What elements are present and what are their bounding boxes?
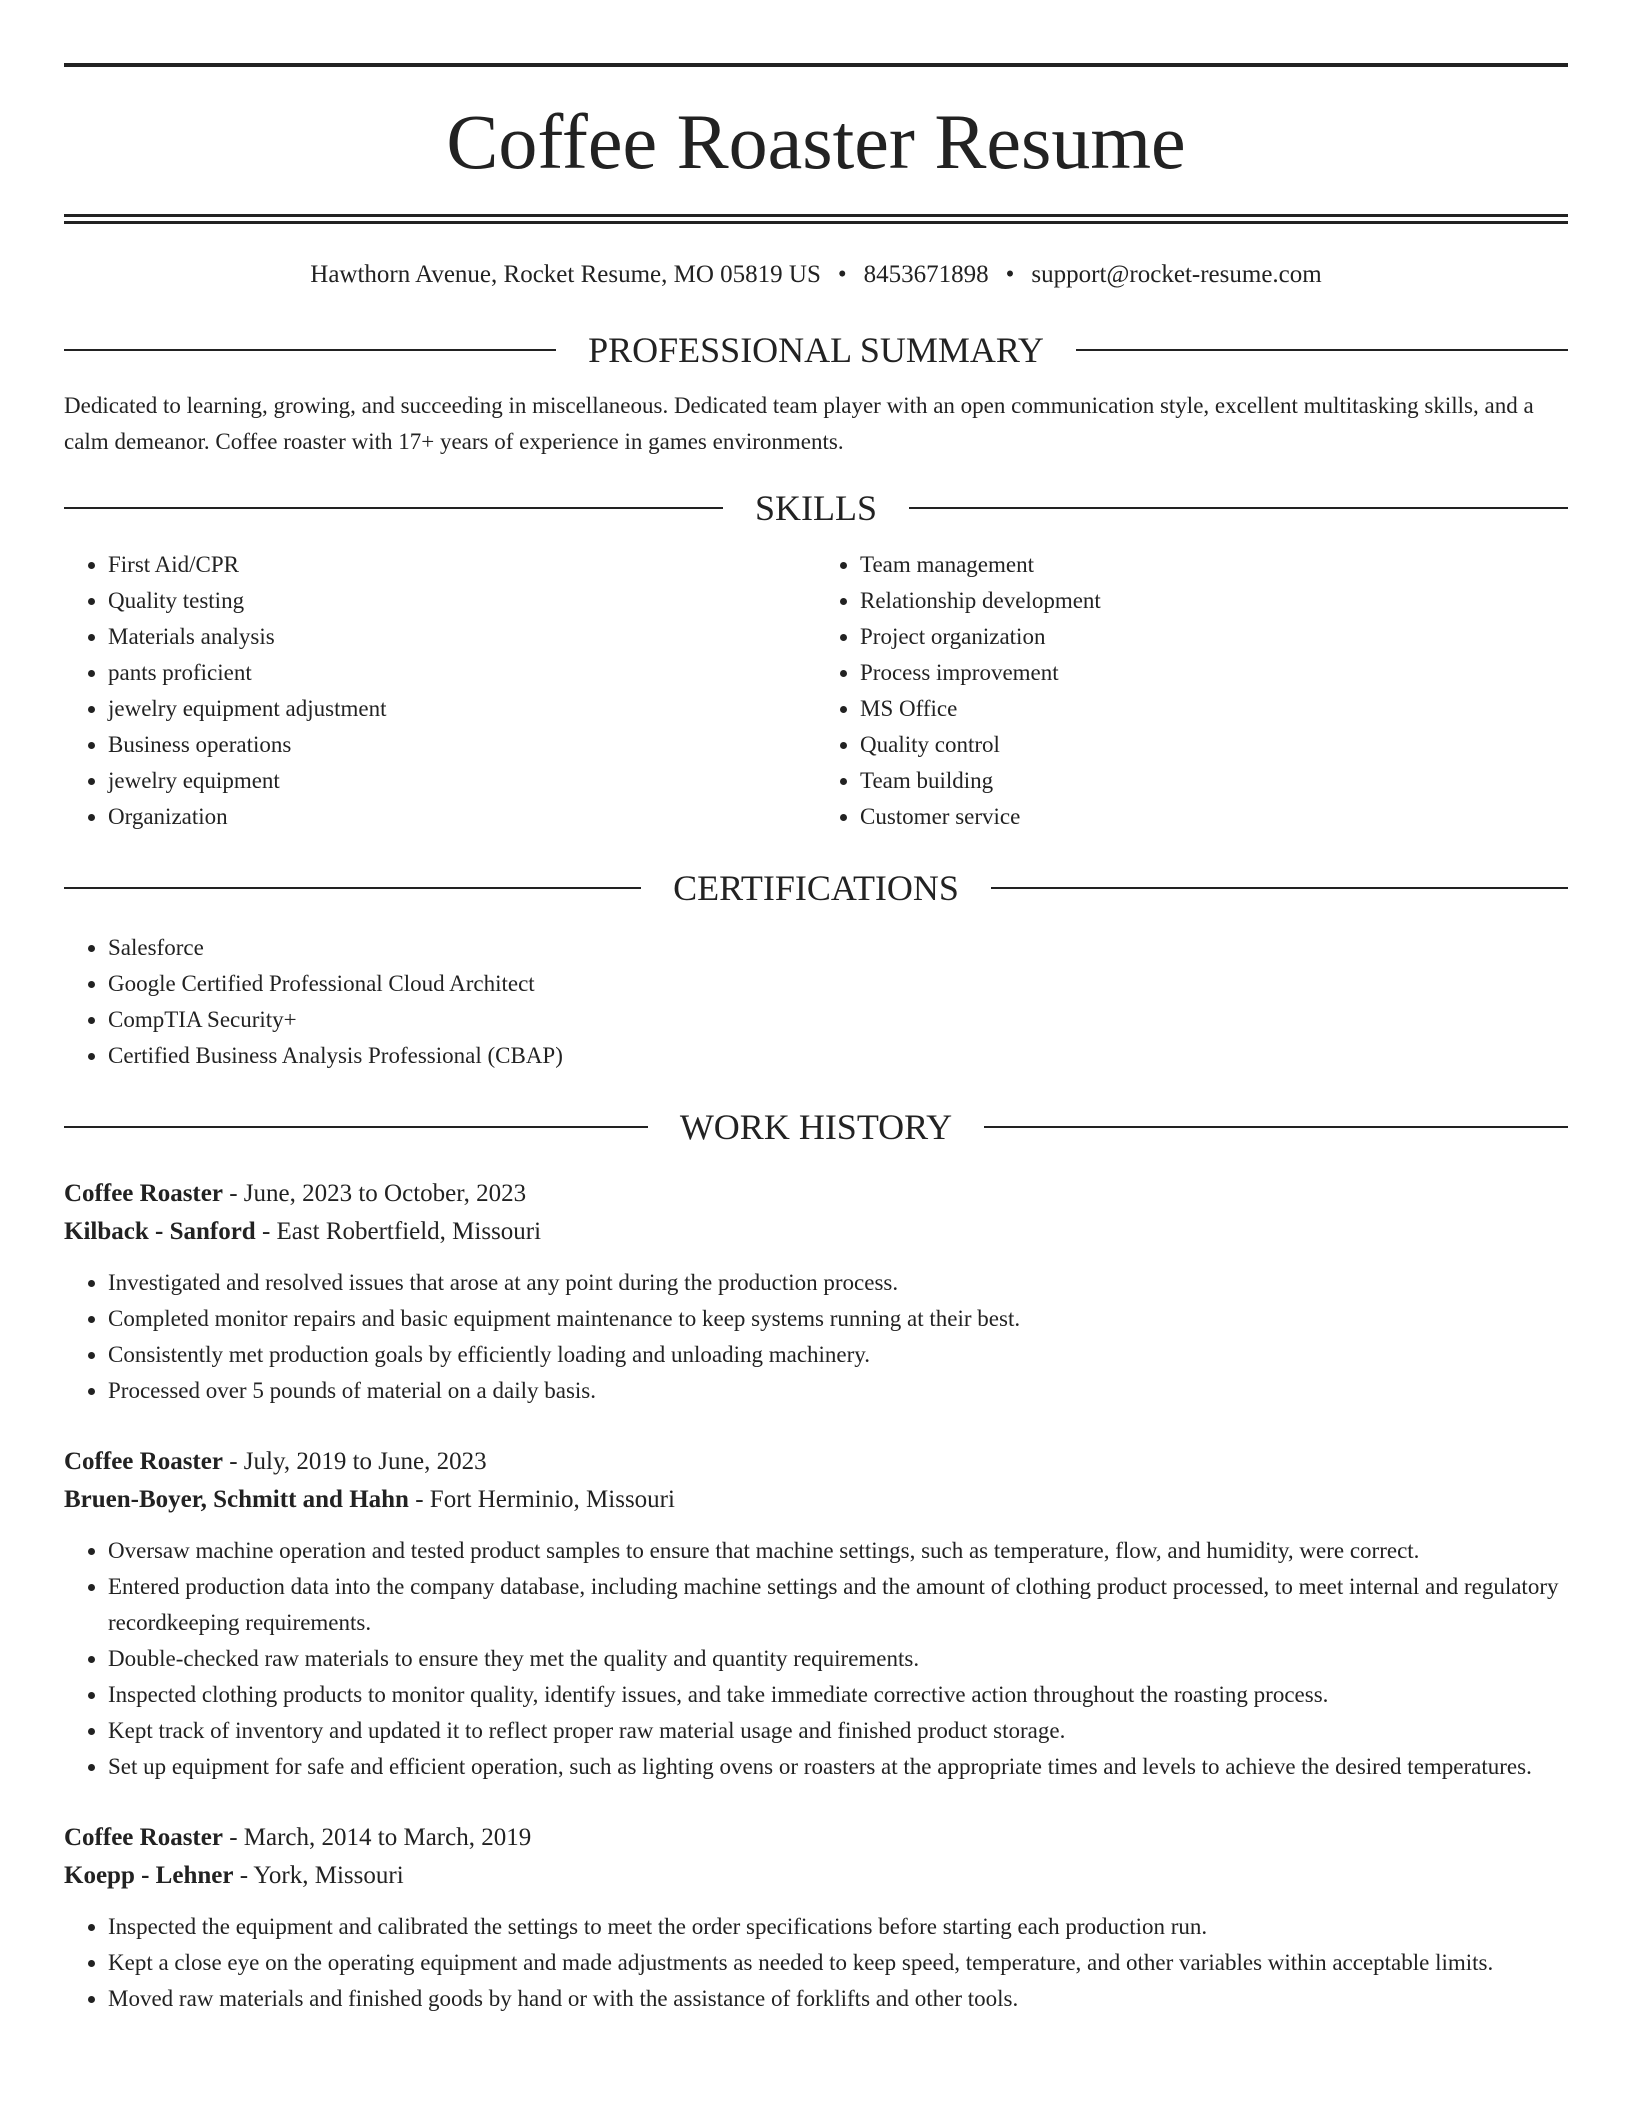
skill-item: • pants proficient [108,655,816,691]
job-dates: March, 2014 to March, 2019 [243,1824,532,1851]
header-rule [909,507,1568,509]
section-header-certifications [64,870,1568,906]
job-title-line [64,1443,1568,1481]
header-rule [64,507,723,509]
job-bullets [64,1909,1568,2017]
certification-item: • CompTIA Security+ [108,1002,1568,1038]
header-rule [984,1126,1568,1128]
section-header-skills [64,490,1568,526]
skills-columns [64,547,1568,835]
job-entry [64,1175,1568,1409]
contact-line [64,260,1568,290]
contact-email: support@rocket-resume.com [1031,261,1322,288]
header-rule [64,349,556,351]
job-bullet: • Processed over 5 pounds of material on a daily basis. [108,1373,1568,1409]
job-dates-separator: - [222,1824,244,1851]
skill-item: • Business operations [108,727,816,763]
skill-item: • Quality control [860,727,1568,763]
section-header-summary [64,332,1568,368]
header-rule [64,1126,648,1128]
job-title: Coffee Roaster [64,1824,223,1851]
skill-item: • Team building [860,763,1568,799]
job-bullet: • Completed monitor repairs and basic equipment maintenance to keep systems running at their best. [108,1301,1568,1337]
title-double-rule [64,214,1568,224]
job-company-line [64,1857,1568,1895]
section-title: WORK HISTORY [679,1107,953,1147]
skill-item: • MS Office [860,691,1568,727]
job-location-separator: - [255,1218,277,1245]
job-bullet: • Set up equipment for safe and efficient operation, such as lighting ovens or roasters at the appropriate times and levels to achieve the desired temperatures. [108,1749,1568,1785]
header-rule [64,887,641,889]
job-bullet: • Moved raw materials and finished goods by hand or with the assistance of forklifts and other tools. [108,1981,1568,2017]
job-company: Kilback - Sanford [64,1218,256,1245]
work-history-list [64,1175,1568,2017]
skill-item: • jewelry equipment adjustment [108,691,816,727]
job-bullet: • Investigated and resolved issues that arose at any point during the production process. [108,1265,1568,1301]
skill-item: • Process improvement [860,655,1568,691]
job-bullet: • Double-checked raw materials to ensure they met the quality and quantity requirements. [108,1641,1568,1677]
job-location: Fort Herminio, Missouri [429,1486,675,1513]
resume-title: Coffee Roaster Resume [446,98,1186,185]
job-bullets [64,1265,1568,1409]
job-title: Coffee Roaster [64,1180,223,1207]
job-company-line [64,1213,1568,1251]
job-bullet: • Inspected clothing products to monitor quality, identify issues, and take immediate corrective action throughout the roasting process. [108,1677,1568,1713]
job-dates-separator: - [222,1448,244,1475]
job-company: Bruen-Boyer, Schmitt and Hahn [64,1486,409,1513]
skill-item: • Relationship development [860,583,1568,619]
contact-separator: • [837,261,847,288]
skills-list-right [816,547,1568,835]
certifications-list [64,930,1568,1074]
job-location-separator: - [233,1862,254,1889]
skill-item: • Materials analysis [108,619,816,655]
skills-list-left [64,547,816,835]
skill-item: • Organization [108,799,816,835]
skill-item: • Team management [860,547,1568,583]
job-location: East Robertfield, Missouri [276,1218,542,1245]
job-bullet: • Inspected the equipment and calibrated the settings to meet the order specifications before starting each production run. [108,1909,1568,1945]
section-title: PROFESSIONAL SUMMARY [588,330,1044,370]
job-bullet: • Oversaw machine operation and tested product samples to ensure that machine settings, such as temperature, flow, and humidity, were correct. [108,1533,1568,1569]
job-bullet: • Entered production data into the company database, including machine settings and the amount of clothing product processed, to meet internal and regulatory recordkeeping requirements. [108,1569,1568,1641]
skill-item: • Project organization [860,619,1568,655]
skill-item: • First Aid/CPR [108,547,816,583]
certification-item: • Salesforce [108,930,1568,966]
contact-separator: • [1005,261,1015,288]
job-location: York, Missouri [253,1862,404,1889]
job-title-line [64,1819,1568,1857]
certification-item: • Certified Business Analysis Professional (CBAP) [108,1038,1568,1074]
job-bullet: • Kept a close eye on the operating equipment and made adjustments as needed to keep speed, temperature, and other variables within acceptable limits. [108,1945,1568,1981]
section-title: SKILLS [755,488,878,528]
job-dates-separator: - [222,1180,244,1207]
job-location-separator: - [408,1486,430,1513]
skill-item: • jewelry equipment [108,763,816,799]
job-entry [64,1443,1568,1785]
certification-item: • Google Certified Professional Cloud Architect [108,966,1568,1002]
skill-item: • Quality testing [108,583,816,619]
section-title: CERTIFICATIONS [673,868,959,908]
job-dates: June, 2023 to October, 2023 [243,1180,527,1207]
job-company: Koepp - Lehner [64,1862,234,1889]
job-dates: July, 2019 to June, 2023 [243,1448,487,1475]
header-rule [991,887,1568,889]
contact-phone: 8453671898 [863,261,989,288]
section-header-work-history [64,1109,1568,1145]
header-rule [1076,349,1568,351]
job-bullets [64,1533,1568,1785]
skill-item: • Customer service [860,799,1568,835]
summary-text: Dedicated to learning, growing, and succeeding in miscellaneous. Dedicated team player with an open communication style, excellent multitasking skills, and a calm demeanor. Coffee roaster with 17+ years of experience in games environments. [64,393,1534,454]
job-title-line [64,1175,1568,1213]
job-company-line [64,1481,1568,1519]
contact-address: Hawthorn Avenue, Rocket Resume, MO 05819 US [310,261,821,288]
job-entry [64,1819,1568,2017]
job-title: Coffee Roaster [64,1448,223,1475]
job-bullet: • Consistently met production goals by efficiently loading and unloading machinery. [108,1337,1568,1373]
job-bullet: • Kept track of inventory and updated it to reflect proper raw material usage and finished product storage. [108,1713,1568,1749]
